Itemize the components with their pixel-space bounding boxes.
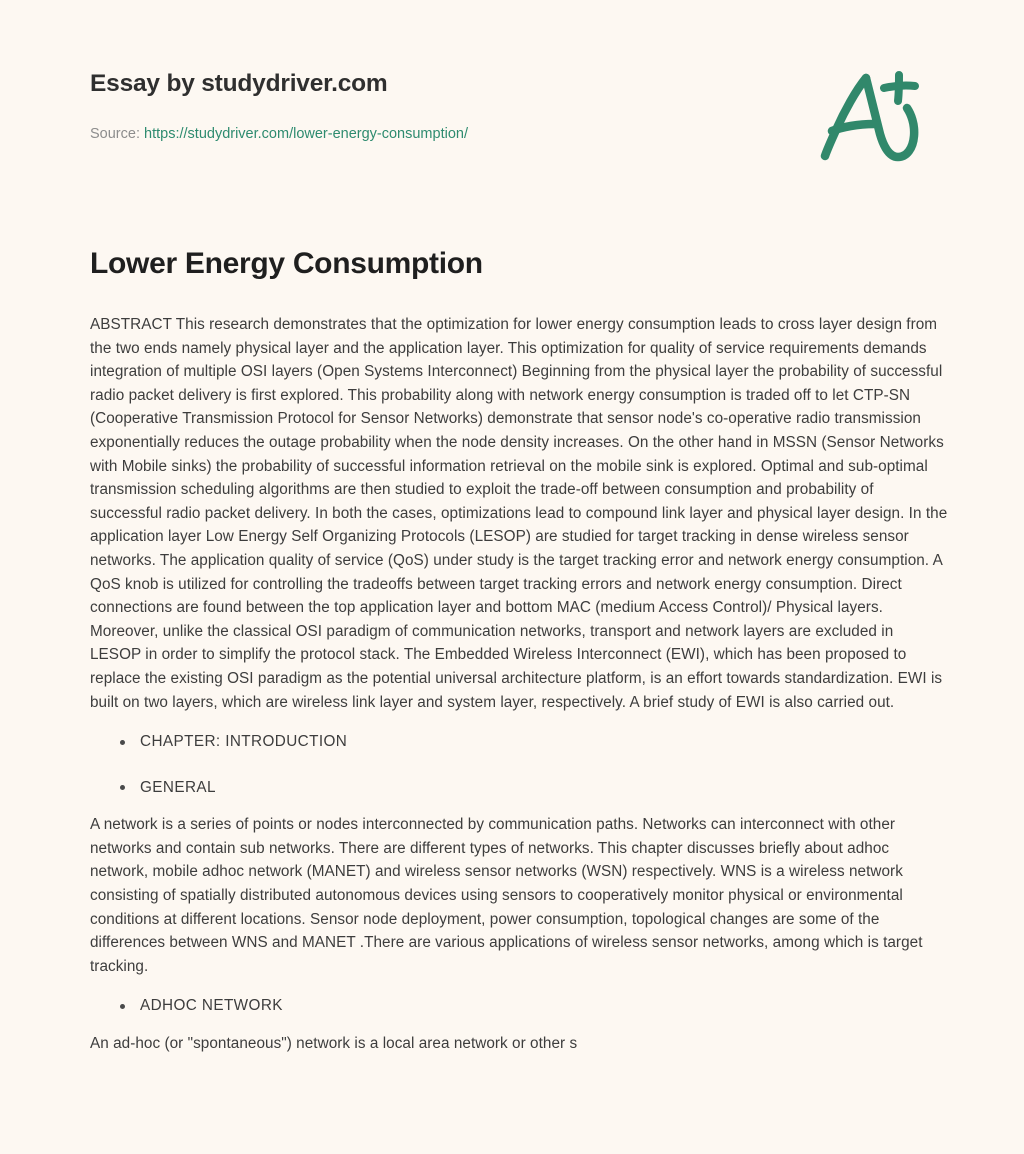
source-url-link[interactable]: https://studydriver.com/lower-energy-consumption/ xyxy=(144,126,468,142)
page-title: Lower Energy Consumption xyxy=(90,247,483,280)
source-line xyxy=(90,124,468,144)
list-item[interactable]: ADHOC NETWORK xyxy=(120,994,948,1018)
outline-list-one xyxy=(90,730,948,799)
outline-list-two xyxy=(90,994,948,1018)
general-paragraph: A network is a series of points or nodes interconnected by communication paths. Networks can interconnect with other networks and contain sub networks. There are different types of networks. This chapter discusses briefly about adhoc network, mobile adhoc network (MANET) and wireless sensor networks (WSN) respectively. WNS is a wireless network consisting of spatially distributed autonomous devices using sensors to cooperatively monitor physical or environmental conditions at different locations. Sensor node deployment, power consumption, topological changes are some of the differences between WNS and MANET .There are various applications of wireless sensor networks, among which is target tracking. xyxy=(90,816,923,975)
list-item[interactable]: GENERAL xyxy=(120,776,948,800)
a-plus-logo-icon xyxy=(812,64,930,168)
list-item[interactable]: CHAPTER: INTRODUCTION xyxy=(120,730,948,754)
a-plus-logo[interactable] xyxy=(812,64,930,168)
document-content xyxy=(90,245,948,1056)
page-header xyxy=(0,0,1024,186)
source-label: Source: xyxy=(90,126,140,142)
adhoc-paragraph: An ad-hoc (or "spontaneous") network is a local area network or other s xyxy=(90,1035,578,1053)
essay-by-heading: Essay by studydriver.com xyxy=(90,70,388,97)
abstract-paragraph: ABSTRACT This research demonstrates that the optimization for lower energy consumption leads to cross layer design from the two ends namely physical layer and the application layer. This optimization for quality of service requirements demands integration of multiple OSI layers (Open Systems Interconnect) Beginning from the physical layer the probability of successful radio packet delivery is first explored. This probability along with network energy consumption is traded off to let CTP-SN (Cooperative Transmission Protocol for Sensor Networks) demonstrate that sensor node's co-operative radio transmission exponentially reduces the outage probability when the node density increases. On the other hand in MSSN (Sensor Networks with Mobile sinks) the probability of successful information retrieval on the mobile sink is explored. Optimal and sub-optimal transmission scheduling algorithms are then studied to exploit the trade-off between consumption and probability of successful radio packet delivery. In both the cases, optimizations lead to compound link layer and physical layer design. In the application layer Low Energy Self Organizing Protocols (LESOP) are studied for target tracking in dense wireless sensor networks. The application quality of service (QoS) under study is the target tracking error and network energy consumption. A QoS knob is utilized for controlling the tradeoffs between target tracking errors and network energy consumption. Direct connections are found between the top application layer and bottom MAC (medium Access Control)/ Physical layers. Moreover, unlike the classical OSI paradigm of communication networks, transport and network layers are excluded in LESOP in order to simplify the protocol stack. The Embedded Wireless Interconnect (EWI), which has been proposed to replace the existing OSI paradigm as the potential universal architecture platform, is an effort towards standardization. EWI is built on two layers, which are wireless link layer and system layer, respectively. A brief study of EWI is also carried out. xyxy=(90,316,948,711)
